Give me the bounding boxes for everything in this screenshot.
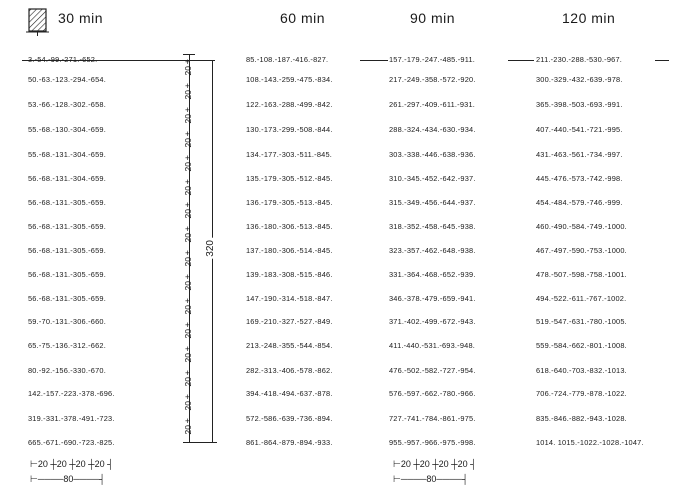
grid-row: 65.-75.-136.-312.-662. xyxy=(28,341,106,350)
vertical-dimension-tick: + xyxy=(185,128,191,139)
grid-row: 3.-54.-99.-271.-652. xyxy=(28,55,98,64)
grid-row: 346.-378.-479.-659.-941. xyxy=(389,294,476,303)
hdim-total-value: 80 xyxy=(426,474,437,484)
grid-row: 572.-586.-639.-736.-894. xyxy=(246,414,333,423)
grid-row: 53.-66.-128.-302.-658. xyxy=(28,100,106,109)
grid-row: 310.-345.-452.-642.-937. xyxy=(389,174,476,183)
grid-row: 157.-179.-247.-485.-911. xyxy=(389,55,476,64)
vertical-dimension-segment: 20 xyxy=(183,233,193,243)
vertical-dimension-tick: + xyxy=(185,200,191,211)
grid-row: 727.-741.-784.-861.-975. xyxy=(389,414,476,423)
grid-row: 56.-68.-131.-304.-659. xyxy=(28,174,106,183)
grid-row: 331.-364.-468.-652.-939. xyxy=(389,270,476,279)
grid-row: 85.-108.-187.-416.-827. xyxy=(246,55,329,64)
vertical-dimension-segment: 20 xyxy=(183,89,193,100)
hdim-seg: 20 xyxy=(438,459,449,469)
hdim-tick: ┼ xyxy=(85,459,95,469)
grid-row: 139.-183.-308.-515.-846. xyxy=(246,270,333,279)
horizontal-dimension-left-total xyxy=(30,474,105,485)
grid-row: 431.-463.-561.-734.-997. xyxy=(536,150,623,159)
hdim-seg: 20 xyxy=(37,459,48,469)
grid-row: 861.-864.-879.-894.-933. xyxy=(246,438,333,447)
header-90min: 90 min xyxy=(410,10,456,26)
grid-row: 147.-190.-314.-518.-847. xyxy=(246,294,333,303)
header-30min: 30 min xyxy=(58,10,104,26)
horizontal-dimension-left xyxy=(30,459,113,470)
grid-row: 460.-490.-584.-749.-1000. xyxy=(536,222,627,231)
grid-row: 288.-324.-434.-630.-934. xyxy=(389,125,476,134)
hdim-tick: ⊢ xyxy=(393,459,401,469)
horizontal-dimension-right xyxy=(393,459,476,470)
grid-row: 56.-68.-131.-305.-659. xyxy=(28,294,106,303)
grid-row: 130.-173.-299.-508.-844. xyxy=(246,125,333,134)
vertical-dimension-tick: + xyxy=(185,80,191,91)
grid-row: 213.-248.-355.-544.-854. xyxy=(246,341,333,350)
hdim-tick: ┼ xyxy=(66,459,76,469)
vertical-dimension-tick: + xyxy=(185,391,191,402)
vertical-dimension-tick: + xyxy=(185,176,191,187)
grid-row: 407.-440.-541.-721.-995. xyxy=(536,125,623,134)
hdim-arrow-right: ────┤ xyxy=(73,474,106,484)
hdim-seg: 20 xyxy=(56,459,67,469)
grid-row: 300.-329.-432.-639.-978. xyxy=(536,75,623,84)
grid-row: 211.-230.-288.-530.-967. xyxy=(536,55,623,64)
vertical-dimension-tick: + xyxy=(185,104,191,115)
header-60min: 60 min xyxy=(280,10,326,26)
hdim-seg: 20 xyxy=(400,459,411,469)
hdim-tick: ┤ xyxy=(104,459,114,469)
grid-row: 323.-357.-462.-648.-938. xyxy=(389,246,476,255)
grid-row: 134.-177.-303.-511.-845. xyxy=(246,150,333,159)
hdim-tick: ┼ xyxy=(429,459,439,469)
vertical-dimension-segment: 20 xyxy=(183,305,193,315)
grid-row: 315.-349.-456.-644.-937. xyxy=(389,198,476,207)
vertical-dimension-segment: 20 xyxy=(183,424,193,434)
surface-line-right xyxy=(655,60,669,61)
grid-row: 319.-331.-378.-491.-723. xyxy=(28,414,115,423)
grid-row: 136.-180.-306.-513.-845. xyxy=(246,222,333,231)
grid-row: 122.-163.-288.-499.-842. xyxy=(246,100,333,109)
grid-row: 59.-70.-131.-306.-660. xyxy=(28,317,106,326)
hdim-tick: ⊢ xyxy=(30,459,38,469)
hdim-tick: ┼ xyxy=(448,459,458,469)
hdim-seg: 20 xyxy=(419,459,430,469)
grid-row: 576.-597.-662.-780.-966. xyxy=(389,389,476,398)
grid-row: 56.-68.-131.-305.-659. xyxy=(28,198,106,207)
grid-row: 476.-502.-582.-727.-954. xyxy=(389,366,476,375)
vertical-dimension-segment: 20 xyxy=(183,257,193,267)
hdim-total-value: 80 xyxy=(63,474,74,484)
grid-row: 835.-846.-882.-943.-1028. xyxy=(536,414,627,423)
vertical-dimension-tick: + xyxy=(185,343,191,354)
grid-row: 318.-352.-458.-645.-938. xyxy=(389,222,476,231)
grid-row: 142.-157.-223.-378.-696. xyxy=(28,389,115,398)
grid-row: 394.-418.-494.-637.-878. xyxy=(246,389,333,398)
grid-row: 478.-507.-598.-758.-1001. xyxy=(536,270,627,279)
vertical-dimension-segment: 20 xyxy=(183,281,193,291)
grid-row: 665.-671.-690.-723.-825. xyxy=(28,438,115,447)
vertical-dimension-segment: 20 xyxy=(183,113,193,124)
grid-row: 371.-402.-499.-672.-943. xyxy=(389,317,476,326)
grid-row: 454.-484.-579.-746.-999. xyxy=(536,198,623,207)
vertical-dimension-segment: 20 xyxy=(183,161,193,172)
hdim-tick: ┼ xyxy=(47,459,57,469)
vertical-dim-top-tick xyxy=(183,54,195,55)
vertical-dimension-total: 320 xyxy=(205,240,216,257)
grid-row: 169.-210.-327.-527.-849. xyxy=(246,317,333,326)
hdim-arrow-left: ⊢──── xyxy=(30,474,64,484)
vertical-dimension-tick: + xyxy=(185,224,191,235)
vertical-dimension-segment: 20 xyxy=(183,376,193,387)
grid-row: 56.-68.-131.-305.-659. xyxy=(28,222,106,231)
grid-row: 411.-440.-531.-693.-948. xyxy=(389,341,476,350)
grid-row: 50.-63.-123.-294.-654. xyxy=(28,75,106,84)
grid-row: 135.-179.-305.-512.-845. xyxy=(246,174,333,183)
surface-line-mid2 xyxy=(508,60,534,61)
vertical-dimension-segment: 20 xyxy=(183,209,193,219)
grid-row: 56.-68.-131.-305.-659. xyxy=(28,270,106,279)
vertical-dimension-segment: 20 xyxy=(183,185,193,195)
grid-row: 706.-724.-779.-878.-1022. xyxy=(536,389,627,398)
grid-row: 519.-547.-631.-780.-1005. xyxy=(536,317,627,326)
grid-row: 55.-68.-130.-304.-659. xyxy=(28,125,106,134)
grid-row: 618.-640.-703.-832.-1013. xyxy=(536,366,627,375)
vertical-dim-bottom-tick xyxy=(183,442,217,443)
vertical-dimension-segment: 20 xyxy=(183,400,193,411)
grid-row: 137.-180.-306.-514.-845. xyxy=(246,246,333,255)
vertical-dimension-segment: 20 xyxy=(183,137,193,148)
vertical-dimension-segment: 20 xyxy=(183,328,193,339)
grid-row: 303.-338.-446.-638.-936. xyxy=(389,150,476,159)
grid-row: 445.-476.-573.-742.-998. xyxy=(536,174,623,183)
hdim-seg: 20 xyxy=(457,459,468,469)
grid-row: 108.-143.-259.-475.-834. xyxy=(246,75,333,84)
hdim-tick: ┼ xyxy=(410,459,420,469)
grid-row: 494.-522.-611.-767.-1002. xyxy=(536,294,627,303)
grid-row: 136.-179.-305.-513.-845. xyxy=(246,198,333,207)
hdim-seg: 20 xyxy=(94,459,105,469)
vertical-dimension-segment: 20 xyxy=(183,352,193,363)
header-120min: 120 min xyxy=(562,10,616,26)
vertical-dimension-tick: + xyxy=(185,152,191,163)
vertical-dimension-segment: 20 xyxy=(183,66,193,76)
hdim-arrow-right: ────┤ xyxy=(436,474,469,484)
grid-row: 365.-398.-503.-693.-991. xyxy=(536,100,623,109)
hatched-section-icon xyxy=(26,8,49,36)
hdim-arrow-left: ⊢──── xyxy=(393,474,427,484)
vertical-dimension-tick: + xyxy=(185,415,191,426)
grid-row: 55.-68.-131.-304.-659. xyxy=(28,150,106,159)
vertical-dimension-tick: + xyxy=(185,57,191,67)
vertical-dimension-tick: + xyxy=(185,367,191,378)
hdim-seg: 20 xyxy=(75,459,86,469)
vertical-dimension-tick: + xyxy=(185,296,191,306)
vertical-dimension-tick: + xyxy=(185,319,191,330)
grid-row: 217.-249.-358.-572.-920. xyxy=(389,75,476,84)
grid-row: 56.-68.-131.-305.-659. xyxy=(28,246,106,255)
vertical-dimension-tick: + xyxy=(185,248,191,259)
grid-row: 955.-957.-966.-975.-998. xyxy=(389,438,476,447)
surface-line-mid xyxy=(360,60,388,61)
hdim-tick: ┤ xyxy=(467,459,477,469)
grid-row: 467.-497.-590.-753.-1000. xyxy=(536,246,627,255)
grid-row: 1014. 1015.-1022.-1028.-1047. xyxy=(536,438,644,447)
vertical-dimension-tick: + xyxy=(185,272,191,283)
grid-row: 261.-297.-409.-611.-931. xyxy=(389,100,476,109)
grid-row: 559.-584.-662.-801.-1008. xyxy=(536,341,627,350)
horizontal-dimension-right-total xyxy=(393,474,468,485)
grid-row: 80.-92.-156.-330.-670. xyxy=(28,366,106,375)
grid-row: 282.-313.-406.-578.-862. xyxy=(246,366,333,375)
